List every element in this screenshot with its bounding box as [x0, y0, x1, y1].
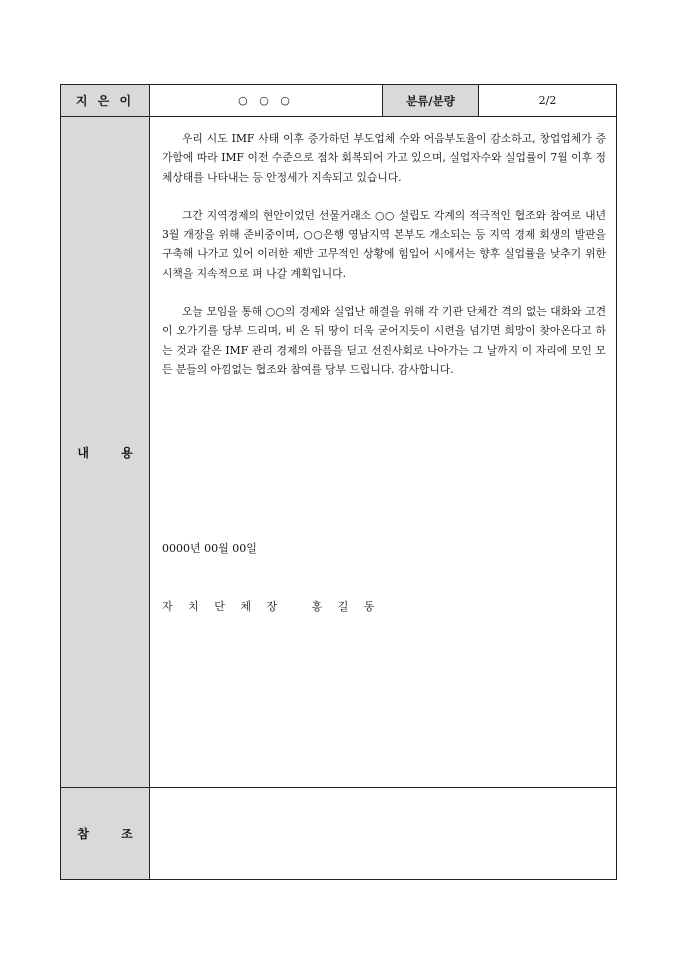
- reference-row: [61, 788, 616, 879]
- document-form: [60, 84, 617, 880]
- reference-value: [150, 788, 616, 879]
- author-value: ○ ○ ○: [150, 85, 383, 116]
- paragraph-1: 우리 시도 IMF 사태 이후 증가하던 부도업체 수와 어음부도율이 감소하고, 창업업체가 증가함에 따라 IMF 이전 수준으로 점차 회복되어 가고 있으며, 실업자수와 실업률이 7월 이후 정체상태를 나타내는 등 안정세가 지속되고 있습니다.: [162, 132, 606, 184]
- content-body: [150, 117, 616, 787]
- paragraph-3: 오늘 모임을 통해 ○○의 경제와 실업난 해결을 위해 각 기관 단체간 격의 없는 대화와 고견이 오가기를 당부 드리며, 비 온 뒤 땅이 더욱 굳어지듯이 시련을 넘기면 희망이 찾아온다고 하는 것과 같은 IMF 관리 경제의 아픔을 딛고 선진사회로 나아가는 그 날까지 이 자리에 모인 모든 분들의 아낌없는 협조와 참여를 당부 드립니다. 감사합니다.: [162, 305, 606, 376]
- signature: 자 치 단 체 장 홍 길 동: [162, 600, 381, 613]
- content-row: [61, 117, 616, 788]
- reference-label: 참 조: [61, 788, 150, 879]
- content-label: 내 용: [61, 117, 150, 787]
- header-row: [61, 85, 616, 117]
- paragraph-2: 그간 지역경제의 현안이었던 선물거래소 ○○ 설립도 각계의 적극적인 협조와 참여로 내년 3월 개장을 위해 준비중이며, ○○은행 영남지역 본부도 개소되는 등 지역 경제 회생의 발판을 구축해 나가고 있어 이러한 제반 고무적인 상황에 힘입어 시에서는 향후 실업률을 낮추기 위한 시책을 지속적으로 펴 나갈 계획입니다.: [162, 208, 606, 280]
- author-label: 지 은 이: [61, 85, 150, 116]
- category-label: 분류/분량: [383, 85, 479, 116]
- category-value: 2/2: [538, 94, 557, 107]
- speech-date: 0000년 00월 00일: [162, 542, 257, 555]
